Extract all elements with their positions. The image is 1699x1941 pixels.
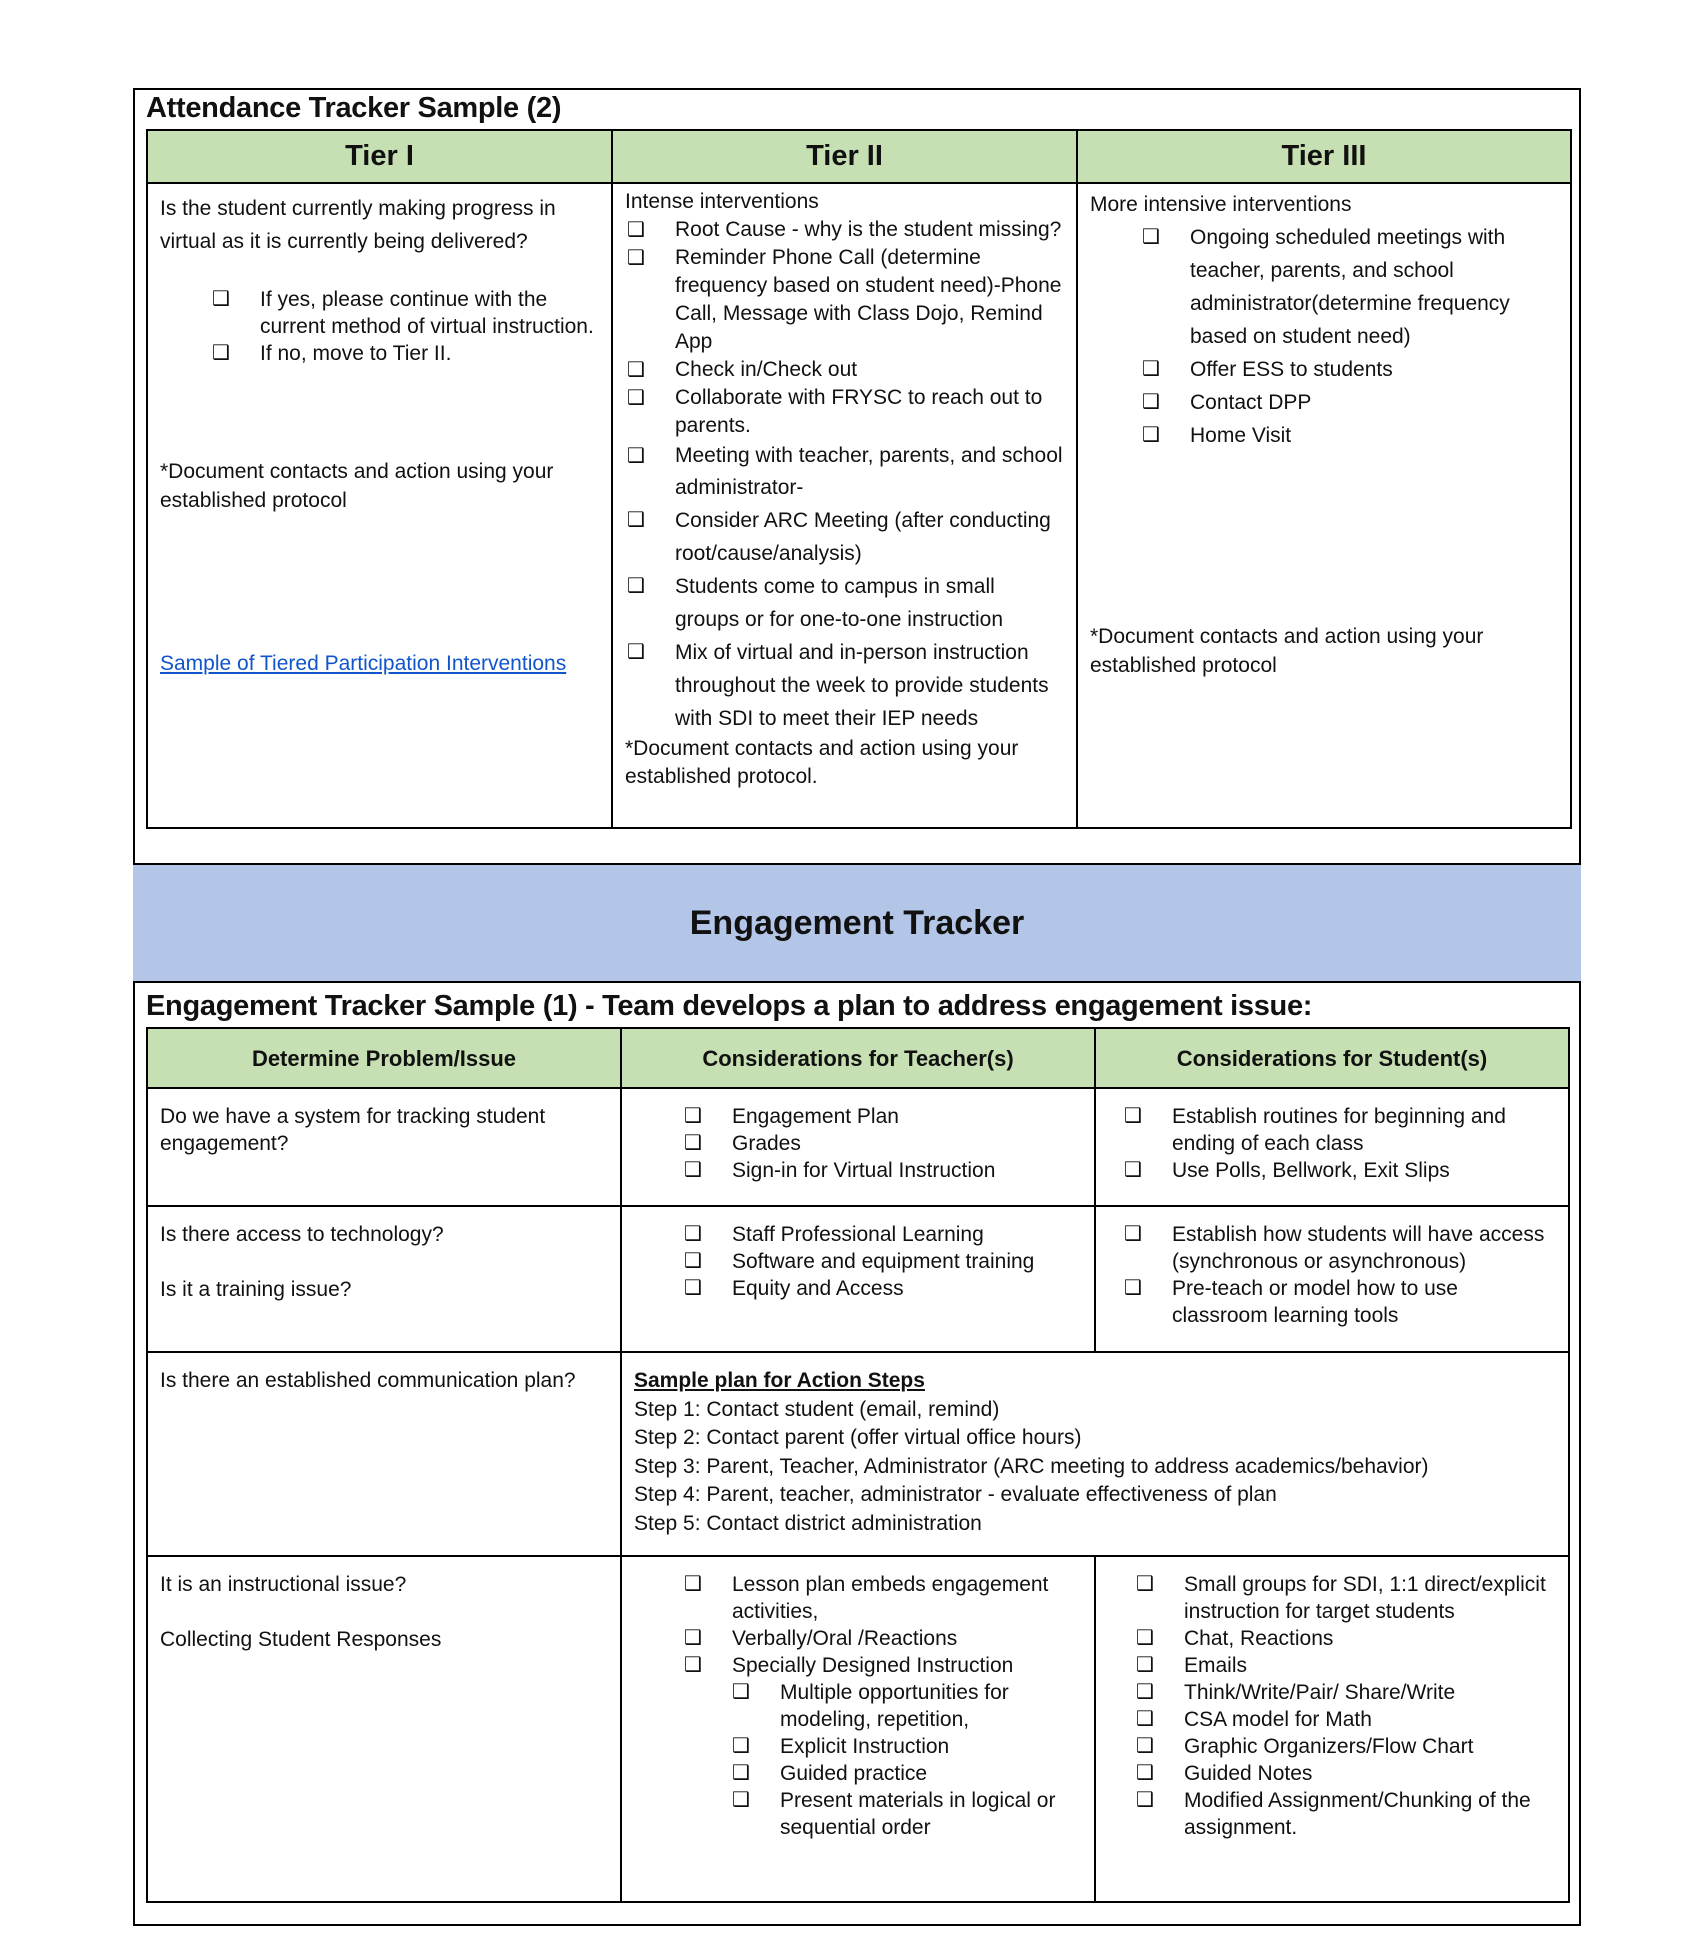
- row4-teacher: [621, 1556, 1095, 1902]
- row4-student-item: ❑ Think/Write/Pair/ Share/Write: [1134, 1679, 1556, 1706]
- tier1-question: Is the student currently making progress in virtual as it is currently being delivered?: [160, 197, 556, 253]
- row1-student-item: ❑ Use Polls, Bellwork, Exit Slips: [1122, 1157, 1556, 1184]
- tier1-item: ❑ If no, move to Tier II.: [210, 340, 599, 367]
- student-header: Considerations for Student(s): [1095, 1028, 1569, 1088]
- row2-problem-access: Is there access to technology?: [160, 1223, 444, 1246]
- tier2-cell: [612, 183, 1077, 828]
- row4-teacher-subitem: ❑ Guided practice: [732, 1760, 1088, 1787]
- tier3-cell: [1077, 183, 1571, 828]
- tier1-cell: [147, 183, 612, 828]
- row2-problem-training: Is it a training issue?: [160, 1278, 352, 1301]
- row4-teacher-subitem: ❑ Explicit Instruction: [732, 1733, 1088, 1760]
- row2-teacher: [621, 1206, 1095, 1352]
- row4-student-item: ❑ Modified Assignment/Chunking of the assignment.: [1134, 1787, 1556, 1841]
- tier3-note: *Document contacts and action using your established protocol: [1090, 625, 1484, 677]
- tier2-header: Tier II: [612, 130, 1077, 183]
- row1-teacher-item: ❑ Sign-in for Virtual Instruction: [682, 1157, 1082, 1184]
- tier2-item: ❑ Meeting with teacher, parents, and school administrator-: [625, 440, 1064, 504]
- action-step: Step 5: Contact district administration: [634, 1511, 982, 1535]
- row4-teacher-item: ❑ Specially Designed Instruction: [682, 1652, 1088, 1679]
- action-step: Step 1: Contact student (email, remind): [634, 1397, 1000, 1421]
- row1-student-item: ❑ Establish routines for beginning and ending of each class: [1122, 1103, 1556, 1157]
- row2-student-item: ❑ Establish how students will have access (synchronous or asynchronous): [1122, 1221, 1556, 1275]
- row3-problem: Is there an established communication plan?: [147, 1352, 621, 1556]
- row4-student-item: ❑ Chat, Reactions: [1134, 1625, 1556, 1652]
- row4-teacher-subitem: ❑ Multiple opportunities for modeling, repetition,: [732, 1679, 1088, 1733]
- row4-student: [1095, 1556, 1569, 1902]
- tier3-intro: More intensive interventions: [1090, 193, 1352, 216]
- problem-header: Determine Problem/Issue: [147, 1028, 621, 1088]
- tier3-item: ❑ Ongoing scheduled meetings with teacher, parents, and school administrator(determine frequency based on student need): [1140, 221, 1558, 353]
- row4-student-item: ❑ Graphic Organizers/Flow Chart: [1134, 1733, 1556, 1760]
- action-step: Step 3: Parent, Teacher, Administrator (ARC meeting to address academics/behavior): [634, 1454, 1429, 1478]
- tier2-item: ❑ Consider ARC Meeting (after conducting root/cause/analysis): [625, 504, 1064, 570]
- engagement-section-title: Engagement Tracker Sample (1) - Team develops a plan to address engagement issue:: [146, 990, 1313, 1022]
- attendance-section-title: Attendance Tracker Sample (2): [146, 92, 562, 124]
- row2-student: [1095, 1206, 1569, 1352]
- row1-teacher-item: ❑ Grades: [682, 1130, 1082, 1157]
- row4-problem-responses: Collecting Student Responses: [160, 1628, 442, 1651]
- row4-teacher-subitem: ❑ Present materials in logical or sequential order: [732, 1787, 1088, 1841]
- row1-problem: Do we have a system for tracking student engagement?: [147, 1088, 621, 1206]
- tier3-item: ❑ Contact DPP: [1140, 386, 1558, 419]
- tier2-item: ❑ Students come to campus in small groups or for one-to-one instruction: [625, 570, 1064, 636]
- row2-teacher-item: ❑ Software and equipment training: [682, 1248, 1082, 1275]
- engagement-table: [146, 1027, 1570, 1903]
- tier2-item: ❑ Mix of virtual and in-person instruction throughout the week to provide students with SDI to meet their IEP needs: [625, 636, 1064, 735]
- attendance-table: [146, 129, 1572, 829]
- row4-student-item: ❑ Guided Notes: [1134, 1760, 1556, 1787]
- tier3-header: Tier III: [1077, 130, 1571, 183]
- engagement-band: Engagement Tracker: [133, 863, 1581, 983]
- teacher-header: Considerations for Teacher(s): [621, 1028, 1095, 1088]
- row4-student-item: ❑ CSA model for Math: [1134, 1706, 1556, 1733]
- action-steps-title: Sample plan for Action Steps: [634, 1369, 925, 1392]
- row3-plan: [621, 1352, 1569, 1556]
- tier1-header: Tier I: [147, 130, 612, 183]
- tier2-note: *Document contacts and action using your established protocol.: [625, 737, 1019, 788]
- row2-problem: [147, 1206, 621, 1352]
- tier3-item: ❑ Home Visit: [1140, 419, 1558, 452]
- row2-student-item: ❑ Pre-teach or model how to use classroom learning tools: [1122, 1275, 1556, 1329]
- tier2-intro: Intense interventions: [625, 190, 819, 213]
- row4-student-item: ❑ Emails: [1134, 1652, 1556, 1679]
- row2-teacher-item: ❑ Staff Professional Learning: [682, 1221, 1082, 1248]
- tier2-item: ❑ Reminder Phone Call (determine frequency based on student need)-Phone Call, Message with Class Dojo, Remind App: [625, 244, 1064, 356]
- tier2-item: ❑ Collaborate with FRYSC to reach out to parents.: [625, 384, 1064, 440]
- row1-teacher-item: ❑ Engagement Plan: [682, 1103, 1082, 1130]
- row4-student-item: ❑ Small groups for SDI, 1:1 direct/explicit instruction for target students: [1134, 1571, 1556, 1625]
- tier3-item: ❑ Offer ESS to students: [1140, 353, 1558, 386]
- tier1-item: ❑ If yes, please continue with the current method of virtual instruction.: [210, 286, 599, 340]
- row4-teacher-item: ❑ Verbally/Oral /Reactions: [682, 1625, 1088, 1652]
- row4-problem: [147, 1556, 621, 1902]
- tier2-item: ❑ Check in/Check out: [625, 356, 1064, 384]
- action-step: Step 4: Parent, teacher, administrator - evaluate effectiveness of plan: [634, 1483, 1277, 1506]
- tier1-note: *Document contacts and action using your established protocol: [160, 460, 554, 512]
- tiered-interventions-link[interactable]: Sample of Tiered Participation Interventions: [160, 652, 567, 675]
- row4-teacher-item: ❑ Lesson plan embeds engagement activities,: [682, 1571, 1088, 1625]
- action-step: Step 2: Contact parent (offer virtual office hours): [634, 1426, 1082, 1449]
- row1-teacher: [621, 1088, 1095, 1206]
- row1-student: [1095, 1088, 1569, 1206]
- row2-teacher-item: ❑ Equity and Access: [682, 1275, 1082, 1302]
- tier2-item: ❑ Root Cause - why is the student missing?: [625, 216, 1064, 244]
- row4-problem-instructional: It is an instructional issue?: [160, 1573, 407, 1596]
